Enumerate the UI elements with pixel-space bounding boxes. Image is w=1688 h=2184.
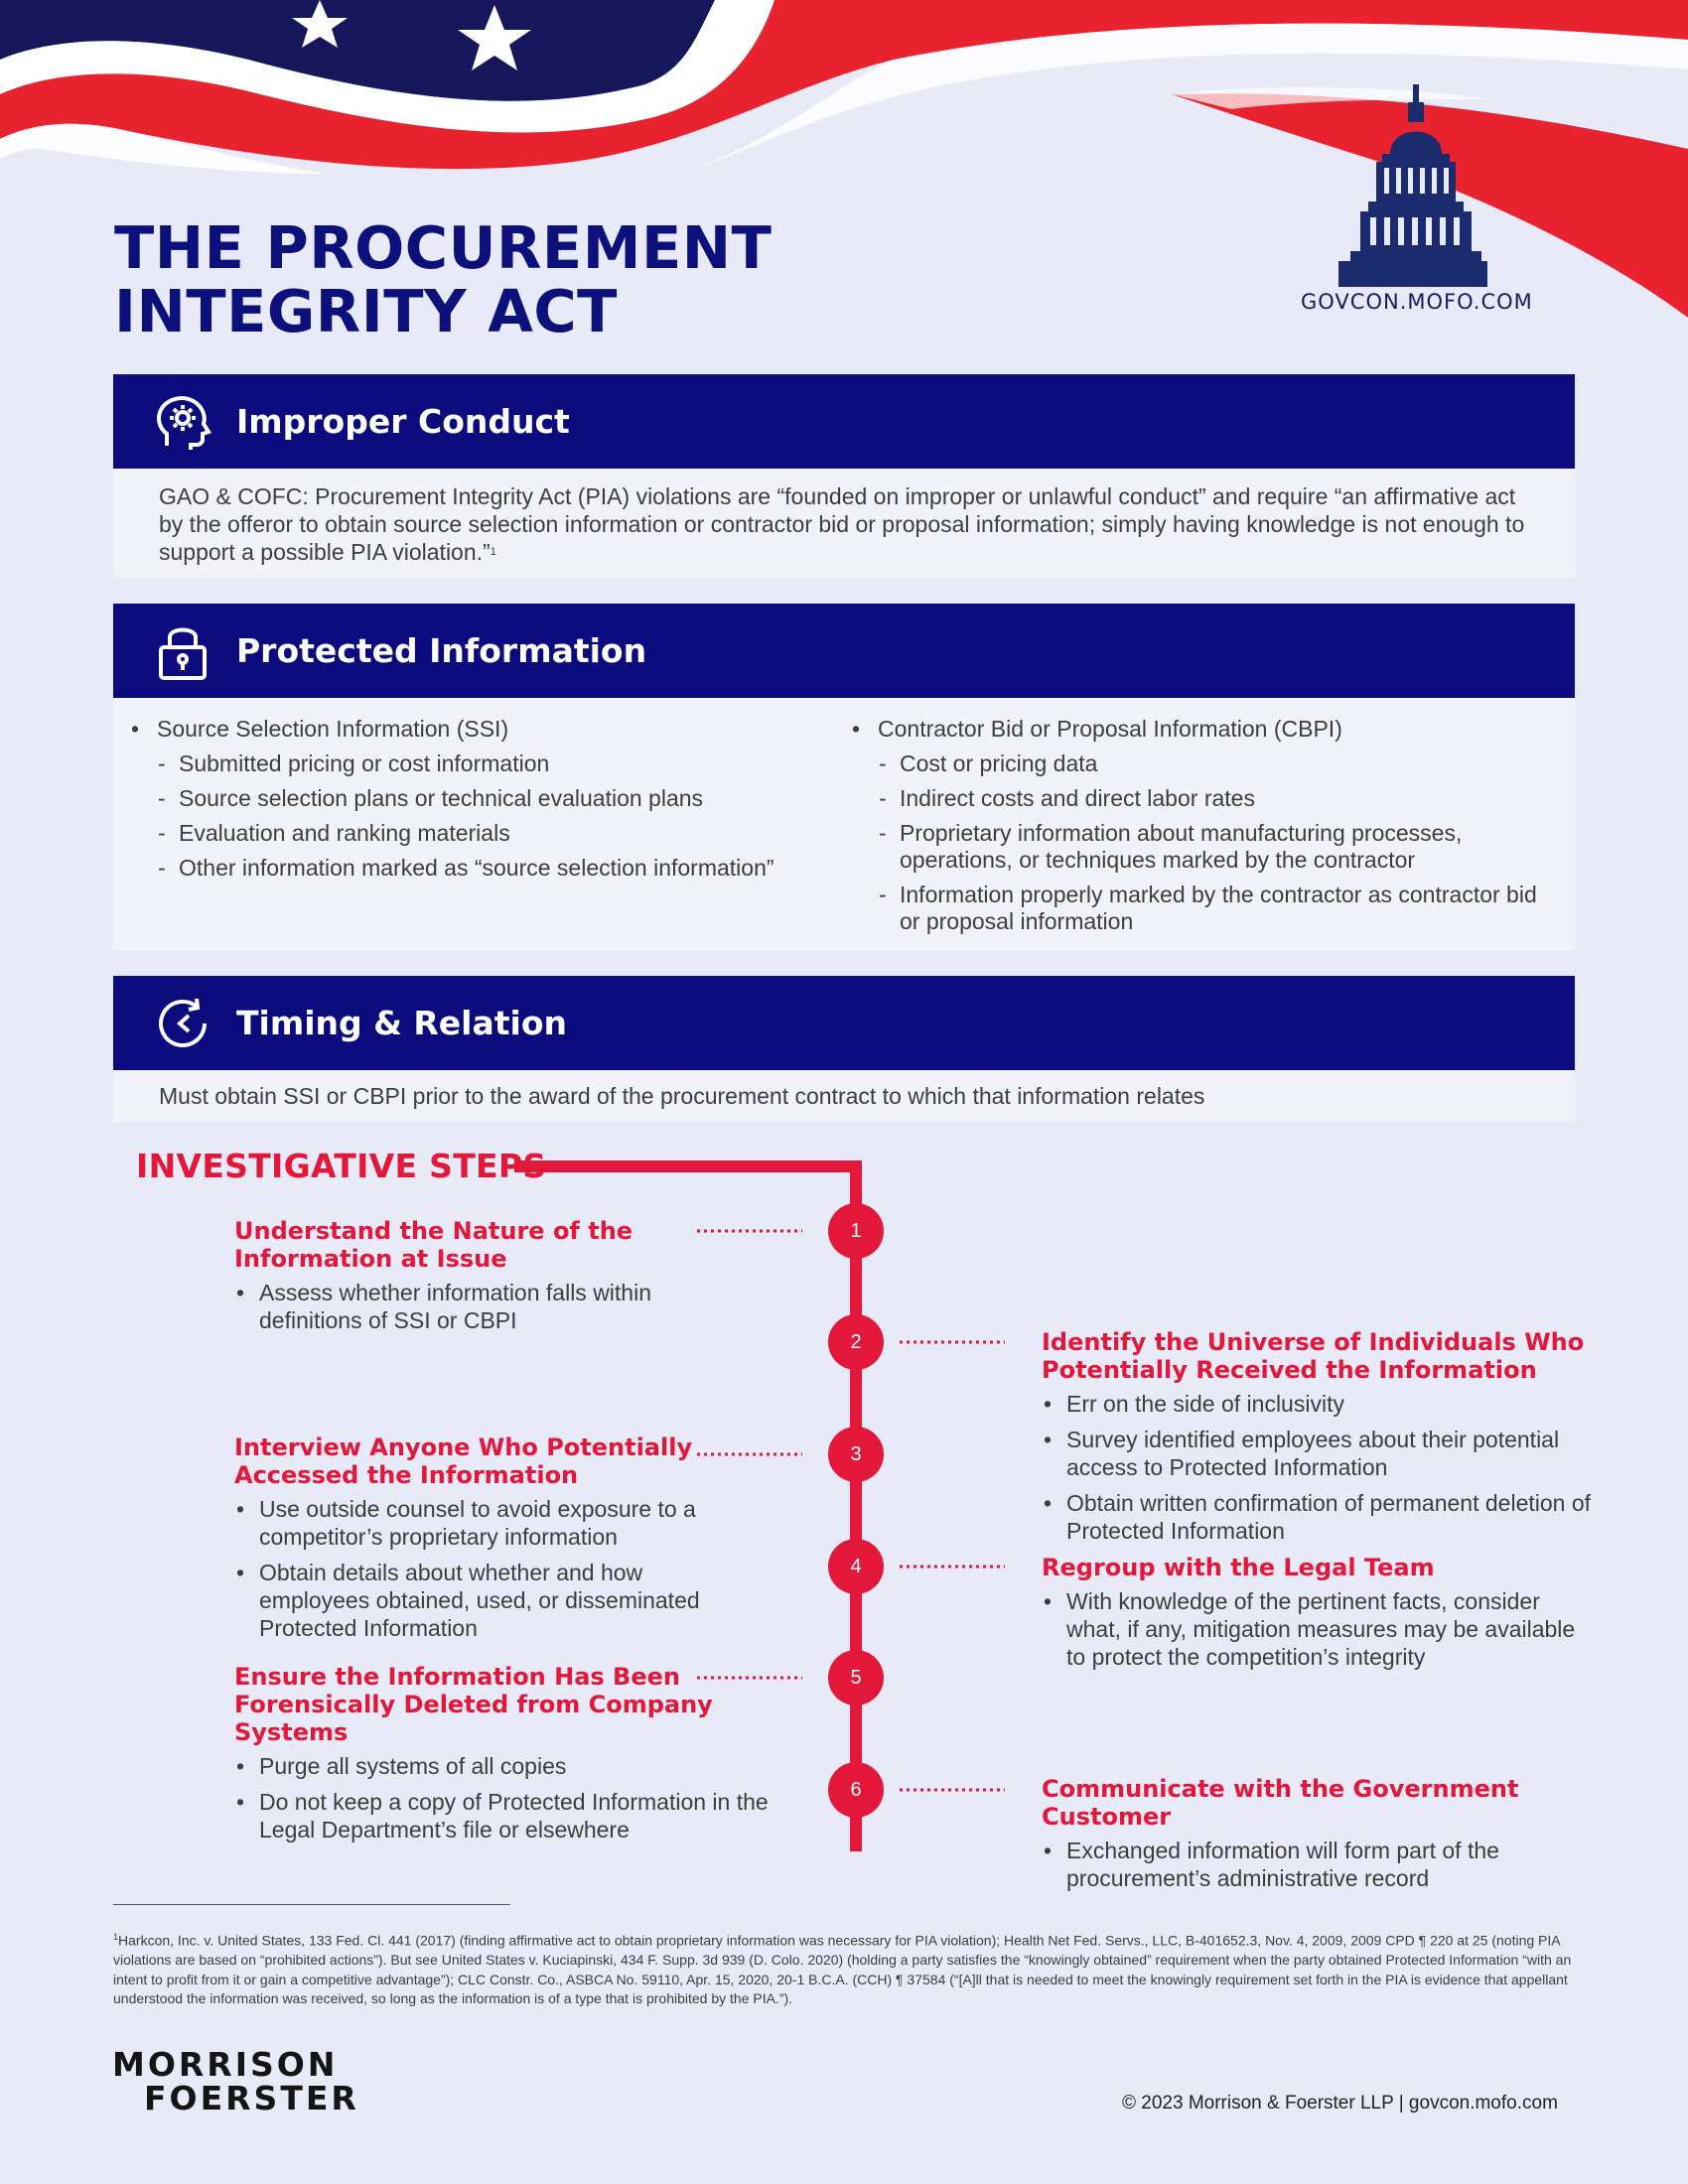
section-title-protected-information: Protected Information bbox=[236, 631, 647, 670]
section-title-improper-conduct: Improper Conduct bbox=[236, 402, 570, 441]
ssi-item: - Evaluation and ranking materials bbox=[129, 820, 834, 847]
step-bullet: • Use outside counsel to avoid exposure to a competitor’s proprietary information bbox=[234, 1495, 721, 1551]
step-title: Communicate with the Government Customer bbox=[1042, 1775, 1519, 1831]
step-bullet: • Purge all systems of all copies bbox=[234, 1752, 790, 1780]
logo-line-2: FOERSTER bbox=[144, 2079, 359, 2117]
step-title: Interview Anyone Who Potentially Accessed the Information bbox=[234, 1433, 693, 1489]
footnote bbox=[113, 1928, 1575, 2009]
logo-line-1: MORRISON bbox=[112, 2045, 339, 2084]
step-bullet: • Exchanged information will form part of the procurement’s administrative record bbox=[1042, 1837, 1568, 1892]
step-number-5: 5 bbox=[828, 1650, 884, 1706]
step-5 bbox=[234, 1663, 790, 1851]
ssi-item: - Other information marked as “source selection information” bbox=[129, 855, 834, 882]
step-bullet: • Assess whether information falls within definitions of SSI or CBPI bbox=[234, 1279, 661, 1334]
step-title: Understand the Nature of the Information at Issue bbox=[234, 1217, 633, 1273]
step-2 bbox=[1042, 1328, 1598, 1553]
footnote-text: Harkcon, Inc. v. United States, 133 Fed. Cl. 441 (2017) (finding affirmative act to obtain proprietary information was necessary for PIA violation); Health Net Fed. Servs., LLC, B-401652.3, Nov. 4, 2009, 2009 CPD ¶ 220 at 25 (noting PIA violations are based on “prohibited actions”). But see United States v. Kuciapinski, 434 F. Supp. 3d 939 (D. Colo. 2020) (holding a party satisfies the “knowingly obtained” requirement when the party obtained Protected Information “with an intent to profit from it or gain a competitive advantage”); CLC Constr. Co., ASBCA No. 59110, Apr. 15, 2020, 20-1 B.C.A. (CCH) ¶ 37584 (“[A]ll that is needed to meet the knowingly requirement set forth in the PIA is evidence that appellant understood the information was received, so long as the information is of a type that is prohibited by the PIA.”). bbox=[113, 1932, 1572, 2007]
cbpi-item: - Proprietary information about manufacturing processes, operations, or techniques marked by the contractor bbox=[850, 820, 1555, 874]
step-title: Ensure the Information Has Been Forensically Deleted from Company Systems bbox=[234, 1663, 713, 1746]
section-title-timing-relation: Timing & Relation bbox=[236, 1004, 568, 1042]
step-number-2: 2 bbox=[828, 1314, 884, 1370]
footnote-divider bbox=[113, 1904, 510, 1905]
step-number-3: 3 bbox=[828, 1427, 884, 1482]
investigative-steps-title: INVESTIGATIVE STEPS bbox=[136, 1147, 547, 1185]
title-line-1: THE PROCUREMENT bbox=[114, 213, 773, 282]
cbpi-item: - Indirect costs and direct labor rates bbox=[850, 785, 1555, 812]
title-line-2: INTEGRITY ACT bbox=[114, 277, 618, 345]
step-bullet: • Obtain details about whether and how employees obtained, used, or disseminated Protected Information bbox=[234, 1559, 721, 1642]
ssi-item: - Submitted pricing or cost information bbox=[129, 751, 834, 777]
step-number-1: 1 bbox=[828, 1203, 884, 1259]
timing-text: Must obtain SSI or CBPI prior to the award of the procurement contract to which that information relates bbox=[159, 1083, 1205, 1109]
step-bullet: • Survey identified employees about their potential access to Protected Information bbox=[1042, 1426, 1598, 1481]
cbpi-item: - Cost or pricing data bbox=[850, 751, 1555, 777]
cbpi-item: - Information properly marked by the contractor as contractor bid or proposal information bbox=[850, 882, 1555, 935]
step-title: Regroup with the Legal Team bbox=[1042, 1554, 1435, 1581]
step-3 bbox=[234, 1433, 721, 1650]
step-1 bbox=[234, 1217, 661, 1342]
step-bullet: • With knowledge of the pertinent facts, consider what, if any, mitigation measures may be available to protect the competition’s integrity bbox=[1042, 1587, 1598, 1671]
step-bullet: • Do not keep a copy of Protected Information in the Legal Department’s file or elsewhere bbox=[234, 1788, 790, 1843]
step-6 bbox=[1042, 1775, 1568, 1900]
site-url: GOVCON.MOFO.COM bbox=[1301, 290, 1533, 314]
step-number-6: 6 bbox=[828, 1762, 884, 1818]
footnote-number: 1 bbox=[113, 1932, 119, 1942]
step-number-4: 4 bbox=[828, 1539, 884, 1594]
step-4 bbox=[1042, 1554, 1598, 1679]
ssi-item: - Source selection plans or technical evaluation plans bbox=[129, 785, 834, 812]
improper-conduct-text: GAO & COFC: Procurement Integrity Act (PIA) violations are “founded on improper or unlawful conduct” and require “an affirmative act by the offeror to obtain source selection information or contractor bid or proposal information; simply having knowledge is not enough to support a possible PIA violation.” bbox=[159, 483, 1525, 565]
footnote-ref: 1 bbox=[490, 546, 496, 558]
step-bullet: • Err on the side of inclusivity bbox=[1042, 1390, 1598, 1418]
ssi-bullet: • Source Selection Information (SSI) bbox=[129, 716, 834, 743]
step-title: Identify the Universe of Individuals Who Potentially Received the Information bbox=[1042, 1328, 1585, 1384]
step-bullet: • Obtain written confirmation of permanent deletion of Protected Information bbox=[1042, 1489, 1598, 1545]
cbpi-bullet: • Contractor Bid or Proposal Information (CBPI) bbox=[850, 716, 1555, 743]
copyright: © 2023 Morrison & Foerster LLP | govcon.mofo.com bbox=[1122, 2093, 1558, 2114]
morrison-foerster-logo bbox=[112, 2045, 359, 2117]
